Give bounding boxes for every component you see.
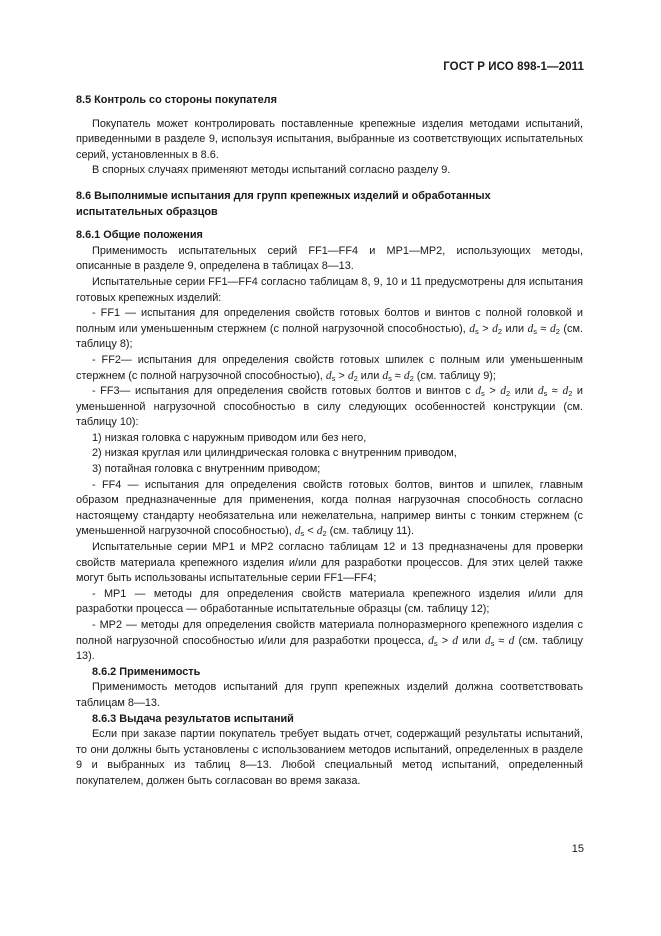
mp1-item: - MP1 — методы для определения свойств материала крепежного изделия и/или для разработки процесса — обработанные испытательные образцы (см. таблицу 12); <box>76 587 583 616</box>
paragraph: Применимость методов испытаний для групп крепежных изделий должна соответствовать таблицам 8—13. <box>76 681 583 709</box>
section-8-6-title-line: 8.6 Выполнимые испытания для групп крепежных изделий и обработанных <box>76 189 491 202</box>
section-8-6-2-title: 8.6.2 Применимость <box>92 665 201 678</box>
document-header: ГОСТ Р ИСО 898-1—2011 <box>443 61 584 73</box>
paragraph: Применимость испытательных серий FF1—FF4 и MP1—MP2, использующих методы, описанные в разделе 9, определена в таблицах 8—13. <box>76 244 583 273</box>
paragraph: Если при заказе партии покупатель требует выдать отчет, содержащий результаты испытаний, то они должны быть установлены с использованием методов испытаний, определенных в разделе 9 и выбранных из таблиц 8—13. Любой специальный метод испытаний, определенный покупателем, должен быть согласован во время заказа. <box>76 728 583 787</box>
section-8-6-3-title: 8.6.3 Выдача результатов испытаний <box>92 712 294 725</box>
section-8-6-title-line: испытательных образцов <box>76 205 218 218</box>
section-8-6-title <box>76 189 583 220</box>
section-8-6-1-title: 8.6.1 Общие положения <box>76 229 203 242</box>
mp2-item: - MP2 — методы для определения свойств материала полноразмерного крепежного изделия с полной нагрузочной способностью и/или для разработки процесса, $d_s > d$ или $d_s \approx d$ (см. таблицу 13). <box>76 619 583 663</box>
ff3-item: - FF3— испытания для определения свойств готовых болтов и винтов с $d_s > d_2$ или $d_s \approx d_2$ и уменьшенной нагрузочной способностью в силу следующих особенностей конструкции (см. таблицу 10): <box>76 385 583 429</box>
ff2-item: - FF2— испытания для определения свойств готовых шпилек с полным или уменьшенным стержнем (с полной нагрузочной способностью), $d_s > d_2$ или $d_s \approx d_2$ (см. таблицу 9); <box>76 353 583 383</box>
page-body <box>76 93 583 790</box>
ff4-item: - FF4 — испытания для определения свойств готовых болтов, винтов и шпилек, главным образом предназначенные для применения, когда полная нагрузочная способность согласно настоящему стандарту необязательна или нежелательна, например винты с тонким стержнем (с уменьшенной нагрузочной способностью), $d_s < d_2$ (см. таблицу 11). <box>76 478 583 539</box>
list-item: 2) низкая круглая или цилиндрическая головка с внутренним приводом, <box>92 447 457 460</box>
paragraph: Испытательные серии MP1 и MP2 согласно таблицам 12 и 13 предназначены для проверки свойств материала крепежного изделия и/или для разработки процессов. Для этих целей также могут быть использованы испытательные серии FF1—FF4; <box>76 541 583 585</box>
section-8-5-paragraph: В спорных случаях применяют методы испытаний согласно разделу 9. <box>92 164 451 177</box>
list-item: 3) потайная головка с внутренним приводом; <box>92 463 321 476</box>
page-number: 15 <box>571 843 584 855</box>
section-8-5-paragraph: Покупатель может контролировать поставленные крепежные изделия методами испытаний, приведенными в разделе 9, используя испытания, выбранные из соответствующих испытательных серий, установленных в 8.6. <box>76 117 583 161</box>
paragraph: Испытательные серии FF1—FF4 согласно таблицам 8, 9, 10 и 11 предусмотрены для испытания готовых крепежных изделий: <box>76 275 583 304</box>
section-8-5-title: 8.5 Контроль со стороны покупателя <box>76 94 277 106</box>
list-item: 1) низкая головка с наружным приводом или без него, <box>92 431 367 444</box>
ff1-item: - FF1 — испытания для определения свойств готовых болтов и винтов с полной головкой и полным или уменьшенным стержнем (с полной нагрузочной способностью), $d_s > d_2$ или $d_s \approx d_2$ (см. таблицу 8); <box>76 307 583 351</box>
